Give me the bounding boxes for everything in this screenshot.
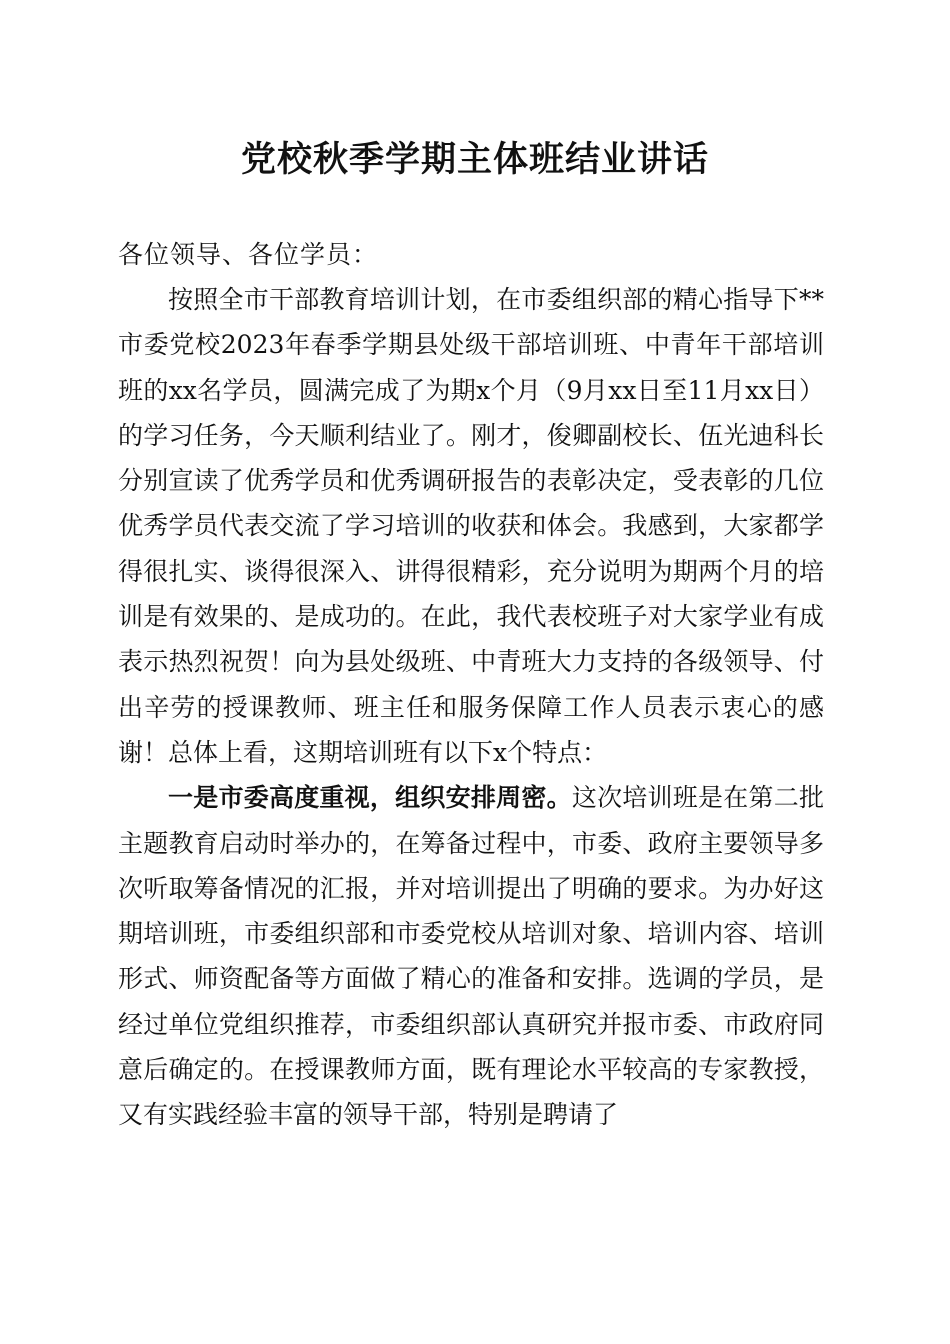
paragraph-point-one-lead: 一是市委高度重视，组织安排周密。	[168, 783, 572, 813]
salutation: 各位领导、各位学员：	[118, 240, 379, 269]
paragraph-point-one-text: 这次培训班是在第二批主题教育启动时举办的，在筹备过程中，市委、政府主要领导多次听取筹备情况的汇报，并对培训提出了明确的要求。为办好这期培训班，市委组织部和市委党校从培训对象、培训内容、培训形式、师资配备等方面做了精心的准备和安排。选调的学员，是经过单位党组织推荐，市委组织部认真研究并报市委、市政府同意后确定的。在授课教师方面，既有理论水平较高的专家教授，又有实践经验丰富的领导干部，特别是聘请了	[118, 783, 824, 1130]
paragraph-intro-text: 按照全市干部教育培训计划，在市委组织部的精心指导下**市委党校2023年春季学期县处级干部培训班、中青年干部培训班的xx名学员，圆满完成了为期x个月（9月xx日至11月xx日）的学习任务，今天顺利结业了。刚才，俊卿副校长、伍光迪科长分别宣读了优秀学员和优秀调研报告的表彰决定，受表彰的几位优秀学员代表交流了学习培训的收获和体会。我感到，大家都学得很扎实、谈得很深入、讲得很精彩，充分说明为期两个月的培训是有效果的、是成功的。在此，我代表校班子对大家学业有成表示热烈祝贺！向为县处级班、中青班大力支持的各级领导、付出辛劳的授课教师、班主任和服务保障工作人员表示衷心的感谢！总体上看，这期培训班有以下x个特点：	[118, 285, 824, 767]
paragraph-intro	[118, 277, 824, 775]
paragraph-point-one	[118, 775, 824, 1137]
document-body	[118, 232, 824, 1138]
document-title: 党校秋季学期主体班结业讲话	[240, 139, 709, 180]
